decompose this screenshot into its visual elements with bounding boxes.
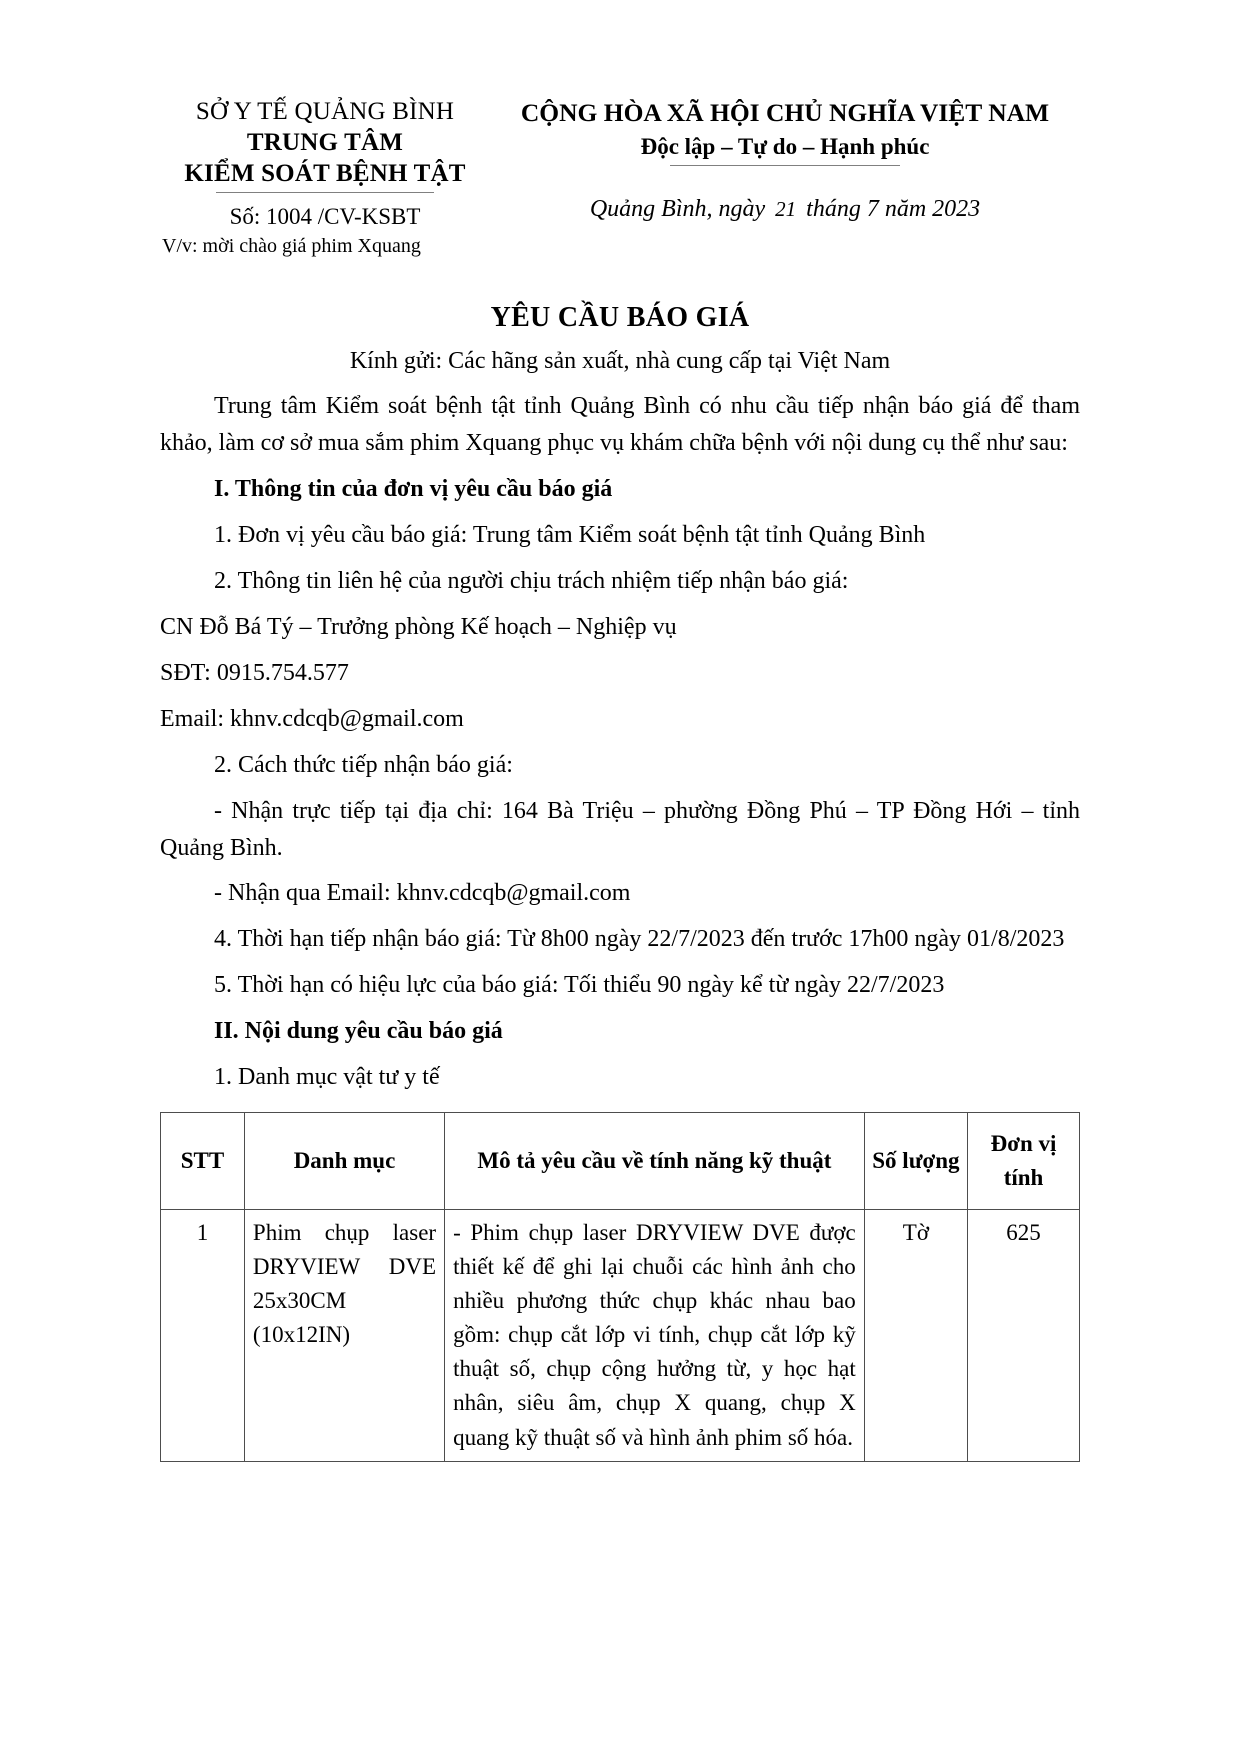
- contact-person: CN Đỗ Bá Tý – Trưởng phòng Kế hoạch – Nghiệp vụ: [160, 613, 677, 640]
- letterhead-divider-left: [216, 192, 434, 193]
- date-day: 21: [775, 197, 797, 222]
- cell-stt: 1: [161, 1210, 245, 1461]
- list-heading: 1. Danh mục vật tư y tế: [214, 1064, 440, 1091]
- column-header-stt: STT: [161, 1113, 245, 1210]
- body-item-3: 2. Cách thức tiếp nhận báo giá:: [214, 751, 513, 778]
- table-row: [161, 1210, 1080, 1461]
- medical-supplies-table: [160, 1112, 1080, 1461]
- place-date-prefix: Quảng Bình, ngày: [589, 196, 766, 223]
- recipient-line: Kính gửi: Các hãng sản xuất, nhà cung cấp tại Việt Nam: [349, 348, 891, 374]
- document-content: [160, 96, 1080, 1462]
- body-item-5: 5. Thời hạn có hiệu lực của báo giá: Tối thiểu 90 ngày kể từ ngày 22/7/2023: [214, 972, 945, 999]
- letterhead: [160, 96, 1080, 230]
- document-subject: V/v: mời chào giá phim Xquang: [162, 235, 421, 257]
- submission-method-direct: - Nhận trực tiếp tại địa chỉ: 164 Bà Triệu – phường Đồng Phú – TP Đồng Hới – tỉnh Quảng Bình.: [160, 797, 1080, 861]
- column-header-spec: Mô tả yêu cầu về tính năng kỹ thuật: [445, 1113, 865, 1210]
- column-header-category: Danh mục: [244, 1113, 444, 1210]
- date-month-year: tháng 7 năm 2023: [806, 196, 981, 223]
- cell-spec: - Phim chụp laser DRYVIEW DVE được thiết kế để ghi lại chuỗi các hình ảnh cho nhiều phương thức chụp khác nhau bao gồm: chụp cắt lớp vi tính, chụp cắt lớp kỹ thuật số, chụp cộng hưởng từ, y học hạt nhân, siêu âm, chụp X quang, chụp X quang kỹ thuật số và hình ảnh phim số hóa.: [445, 1210, 865, 1461]
- national-motto: Độc lập – Tự do – Hạnh phúc: [640, 134, 930, 160]
- column-header-unit: Đơn vị tính: [968, 1113, 1080, 1210]
- section-heading-2: II. Nội dung yêu cầu báo giá: [214, 1018, 503, 1045]
- contact-email: Email: khnv.cdcqb@gmail.com: [160, 705, 464, 732]
- document-number: Số: 1004 /CV-KSBT: [229, 204, 421, 229]
- intro-paragraph: Trung tâm Kiểm soát bệnh tật tỉnh Quảng Bình có nhu cầu tiếp nhận báo giá để tham khảo, làm cơ sở mua sắm phim Xquang phục vụ khám chữa bệnh với nội dung cụ thể như sau:: [160, 393, 1080, 456]
- cell-quantity: Tờ: [864, 1210, 967, 1461]
- center-name-line2: KIỂM SOÁT BỆNH TẬT: [184, 160, 466, 187]
- table-header-row: [161, 1113, 1080, 1210]
- section-heading-1: I. Thông tin của đơn vị yêu cầu báo giá: [214, 475, 613, 502]
- contact-phone: SĐT: 0915.754.577: [160, 659, 349, 686]
- place-and-date: [490, 196, 1080, 223]
- column-header-quantity: Số lượng: [864, 1113, 967, 1210]
- submission-method-email: - Nhận qua Email: khnv.cdcqb@gmail.com: [214, 880, 631, 907]
- body-item-4: 4. Thời hạn tiếp nhận báo giá: Từ 8h00 ngày 22/7/2023 đến trước 17h00 ngày 01/8/2023: [214, 926, 1065, 953]
- cell-category: Phim chụp laser DRYVIEW DVE 25x30CM (10x12IN): [244, 1210, 444, 1461]
- page-title: YÊU CẦU BÁO GIÁ: [490, 302, 750, 333]
- body-item-1: 1. Đơn vị yêu cầu báo giá: Trung tâm Kiểm soát bệnh tật tỉnh Quảng Bình: [214, 521, 926, 548]
- department-name: SỞ Y TẾ QUẢNG BÌNH: [195, 98, 455, 125]
- letterhead-divider-right: [670, 165, 900, 166]
- center-name-line1: TRUNG TÂM: [246, 129, 404, 156]
- body-item-2: 2. Thông tin liên hệ của người chịu trách nhiệm tiếp nhận báo giá:: [214, 567, 849, 594]
- cell-unit: 625: [968, 1210, 1080, 1461]
- national-title: CỘNG HÒA XÃ HỘI CHỦ NGHĨA VIỆT NAM: [520, 98, 1050, 127]
- national-heading-block: [490, 96, 1080, 223]
- issuing-authority-block: [160, 96, 490, 230]
